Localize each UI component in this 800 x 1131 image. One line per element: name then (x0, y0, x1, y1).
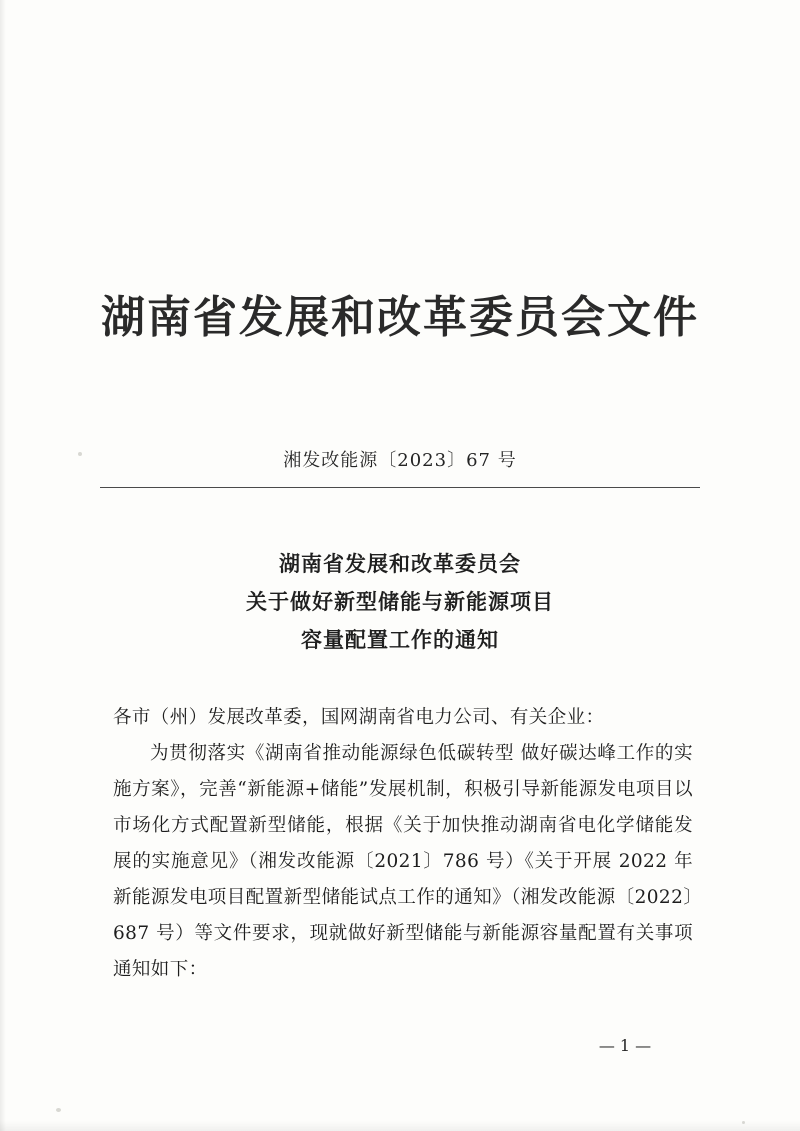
page-number: — 1 — (598, 1036, 652, 1055)
salutation: 各市（州）发展改革委，国网湖南省电力公司、有关企业： (113, 707, 605, 728)
body-paragraph-1: 为贯彻落实《湖南省推动能源绿色低碳转型 做好碳达峰工作的实施方案》，完善“新能源+储能”发展机制，积极引导新能源发电项目以市场化方式配置新型储能，根据《关于加快推动湖南省电化学储能发展的实施意见》（湘发改能源〔2021〕786 号）《关于开展 2022 年新能源发电项目配置新型储能试点工作的通知》（湘发改能源〔2022〕687 号）等文件要求，现就做好新型储能与新能源容量配置有关事项通知如下： (113, 743, 693, 980)
document-title-block (0, 545, 800, 659)
masthead-title: 湖南省发展和改革委员会文件 (101, 292, 699, 343)
scan-speckle (742, 1121, 745, 1124)
scan-speckle (56, 1108, 61, 1112)
header-divider-rule (100, 487, 700, 488)
document-body (113, 700, 693, 988)
document-masthead (0, 290, 800, 345)
page-edge-shadow-bottom (0, 1121, 800, 1131)
title-line-1: 湖南省发展和改革委员会 (279, 551, 521, 576)
document-number: 湘发改能源〔2023〕67 号 (283, 450, 517, 471)
title-line-2: 关于做好新型储能与新能源项目 (246, 589, 554, 614)
title-line-3: 容量配置工作的通知 (301, 627, 499, 652)
